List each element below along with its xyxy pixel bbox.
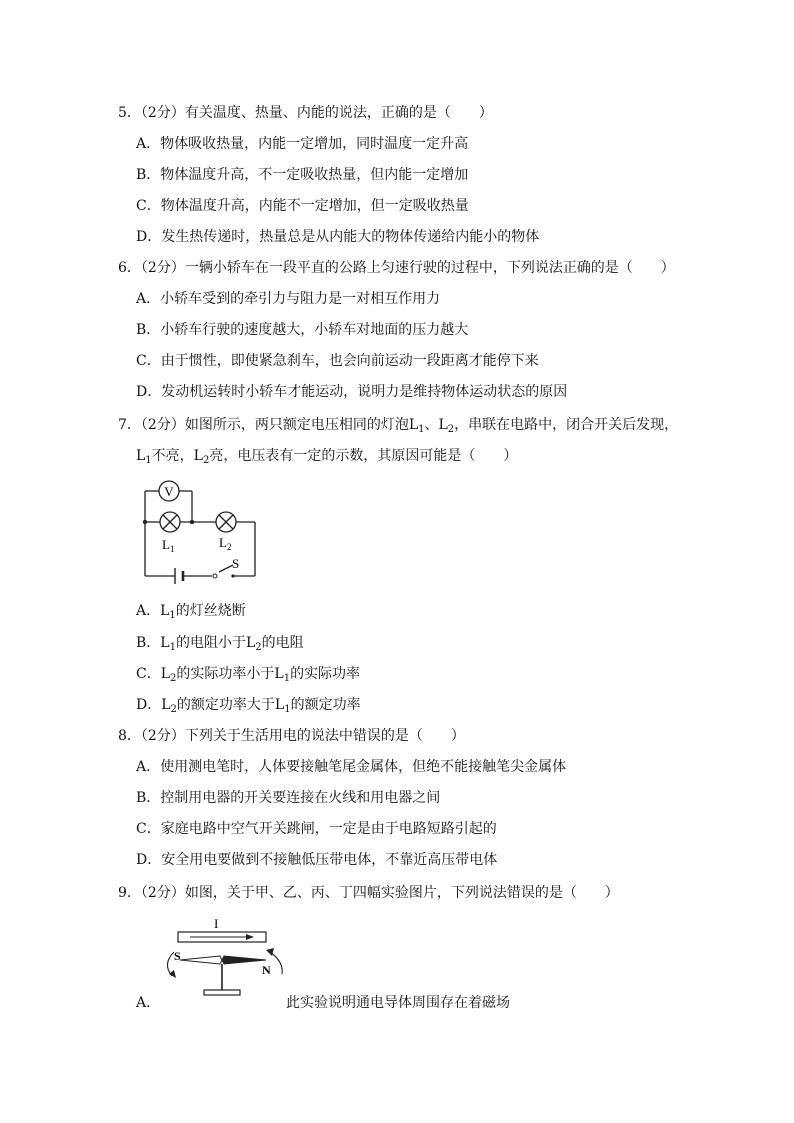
svg-text:V: V xyxy=(164,484,174,499)
question-6-option-d: D．发动机运转时小轿车才能运动，说明力是维持物体运动状态的原因 xyxy=(136,384,568,400)
needle-south xyxy=(180,956,222,964)
rotation-arrow-left-icon xyxy=(169,970,176,978)
question-7-option-a: A．$L_1$的灯丝烧断 xyxy=(136,603,246,621)
question-7-stem-continued: $L_1$不亮，$L_2$亮，电压表有一定的示数，其原因可能是（ ） xyxy=(136,448,518,466)
question-7-option-c: C．$L_2$的实际功率小于$L_1$的实际功率 xyxy=(136,666,361,684)
switch xyxy=(213,574,235,578)
voltmeter xyxy=(159,481,179,501)
switch-label: S xyxy=(232,556,240,571)
oersted-experiment-figure xyxy=(158,912,293,1002)
question-5-option-d: D．发生热传递时，热量总是从内能大的物体传递给内能小的物体 xyxy=(136,229,540,245)
question-8-option-c: C．家庭电路中空气开关跳闸，一定是由于电路短路引起的 xyxy=(136,821,497,837)
circuit-diagram xyxy=(135,475,265,585)
question-6-option-a: A．小轿车受到的牵引力与阻力是一对相互作用力 xyxy=(136,291,441,307)
question-8-stem: 8．（2分）下列关于生活用电的说法中错误的是（ ） xyxy=(118,728,465,744)
question-8-option-b: B．控制用电器的开关要连接在火线和用电器之间 xyxy=(136,790,441,806)
needle-north xyxy=(222,956,266,964)
current-label: I xyxy=(214,916,219,931)
question-5-option-a: A．物体吸收热量，内能一定增加，同时温度一定升高 xyxy=(136,136,469,152)
question-5-stem: 5．（2分）有关温度、热量、内能的说法，正确的是（ ） xyxy=(118,105,493,121)
lamp-l1-label: $L_1$ xyxy=(162,537,175,554)
lamp-l2-label: $L_2$ xyxy=(219,535,232,552)
question-8-option-a: A．使用测电笔时，人体要接触笔尾金属体，但绝不能接触笔尖金属体 xyxy=(136,759,567,775)
lamp-l1 xyxy=(160,512,180,532)
question-6-option-c: C．由于惯性，即使紧急刹车，也会向前运动一段距离才能停下来 xyxy=(136,353,539,369)
question-9-option-a-label: A． xyxy=(136,995,161,1011)
question-5-option-b: B．物体温度升高，不一定吸收热量，但内能一定增加 xyxy=(136,167,469,183)
question-6-option-b: B．小轿车行驶的速度越大，小轿车对地面的压力越大 xyxy=(136,322,469,338)
battery xyxy=(175,568,183,584)
north-label: N xyxy=(262,963,271,977)
needle-stand xyxy=(204,990,240,995)
question-7-option-b: B．$L_1$的电阻小于$L_2$的电阻 xyxy=(136,635,304,653)
question-8-option-d: D．安全用电要做到不接触低压带电体，不靠近高压带电体 xyxy=(136,852,498,868)
south-label: S xyxy=(174,949,181,963)
question-5-option-c: C．物体温度升高，内能不一定增加，但一定吸收热量 xyxy=(136,198,469,214)
question-6-stem: 6．（2分）一辆小轿车在一段平直的公路上匀速行驶的过程中，下列说法正确的是（ ） xyxy=(118,260,675,276)
question-9-stem: 9．（2分）如图，关于甲、乙、丙、丁四幅实验图片，下列说法错误的是（ ） xyxy=(118,885,619,901)
question-7-stem: 7．（2分）如图所示，两只额定电压相同的灯泡$L_1$、$L_2$，串联在电路中，闭合开关后发现， xyxy=(118,417,679,435)
question-7-option-d: D．$L_2$的额定功率大于$L_1$的额定功率 xyxy=(136,697,361,715)
question-9-option-a-text: 此实验说明通电导体周围存在着磁场 xyxy=(286,995,510,1011)
lamp-l2 xyxy=(216,512,236,532)
